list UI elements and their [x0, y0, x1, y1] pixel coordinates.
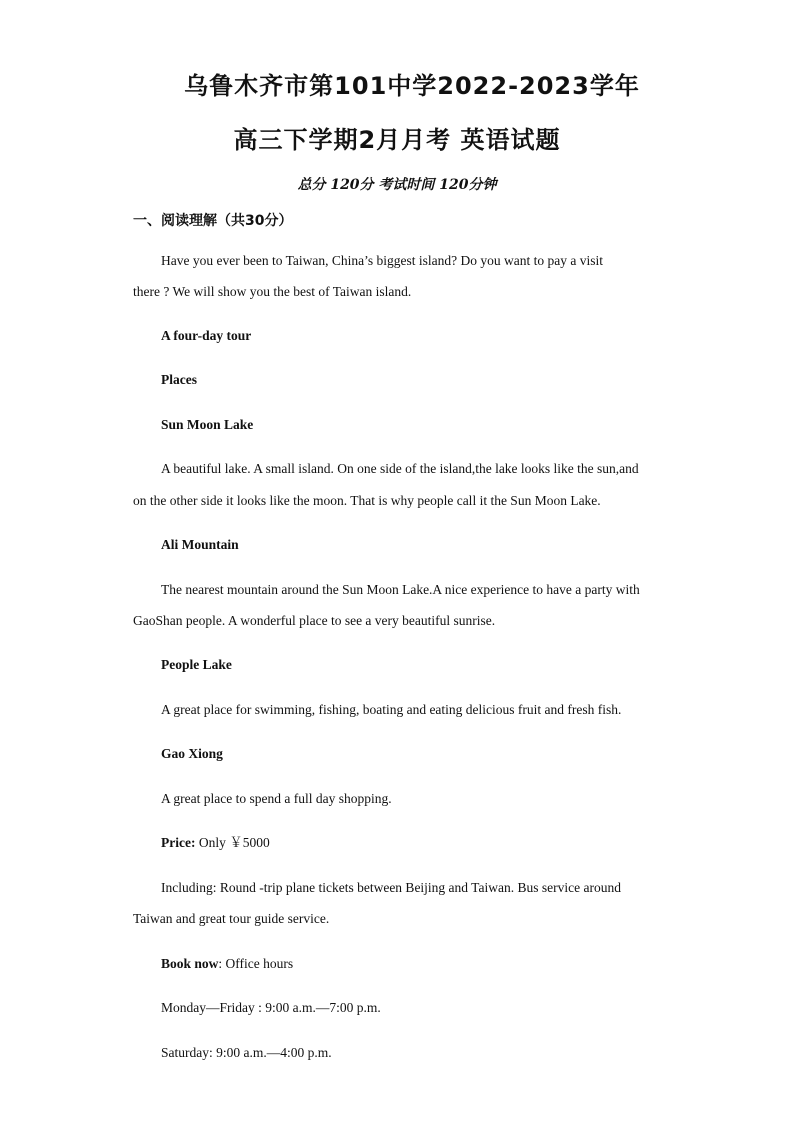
place1-name: Sun Moon Lake — [161, 417, 254, 432]
place2-name: Ali Mountain — [161, 537, 239, 552]
place1-line1: A beautiful lake. A small island. On one side of the island,the lake looks like the sun,and — [161, 461, 639, 476]
price-label: Price: — [161, 835, 196, 850]
tour-heading: A four-day tour — [161, 328, 252, 343]
hours-weekday: Monday—Friday : 9:00 a.m.—7:00 p.m. — [161, 1000, 381, 1015]
place2-line1: The nearest mountain around the Sun Moon Lake.A nice experience to have a party with — [161, 582, 640, 597]
book-line — [161, 956, 293, 972]
place3-line1: A great place for swimming, fishing, boating and eating delicious fruit and fresh fish. — [161, 702, 622, 717]
places-heading: Places — [161, 372, 197, 387]
book-label: Book now — [161, 956, 219, 971]
place1-line2: on the other side it looks like the moon. That is why people call it the Sun Moon Lake. — [133, 493, 601, 508]
price-line — [161, 835, 270, 851]
exam-title-line2: 高三下学期2月月考 英语试题 — [233, 126, 561, 154]
section-heading: 一、阅读理解（共30分） — [133, 213, 293, 229]
place4-name: Gao Xiong — [161, 746, 223, 761]
intro-line2: there ? We will show you the best of Taiwan island. — [133, 284, 412, 299]
hours-saturday: Saturday: 9:00 a.m.—4:00 p.m. — [161, 1045, 332, 1060]
place4-line1: A great place to spend a full day shopping. — [161, 791, 392, 806]
place2-line2: GaoShan people. A wonderful place to see a very beautiful sunrise. — [133, 613, 496, 628]
intro-line1: Have you ever been to Taiwan, China’s biggest island? Do you want to pay a visit — [161, 253, 603, 268]
book-value: : Office hours — [218, 956, 294, 971]
including-line1: Including: Round -trip plane tickets between Beijing and Taiwan. Bus service around — [161, 880, 621, 895]
including-line2: Taiwan and great tour guide service. — [133, 911, 330, 926]
price-value: Only ￥5000 — [195, 835, 270, 850]
exam-title-line1: 乌鲁木齐市第101中学2022-2023学年 — [184, 72, 640, 100]
place3-name: People Lake — [161, 657, 232, 672]
exam-subtitle: 总分 120分 考试时间 120分钟 — [297, 177, 497, 193]
